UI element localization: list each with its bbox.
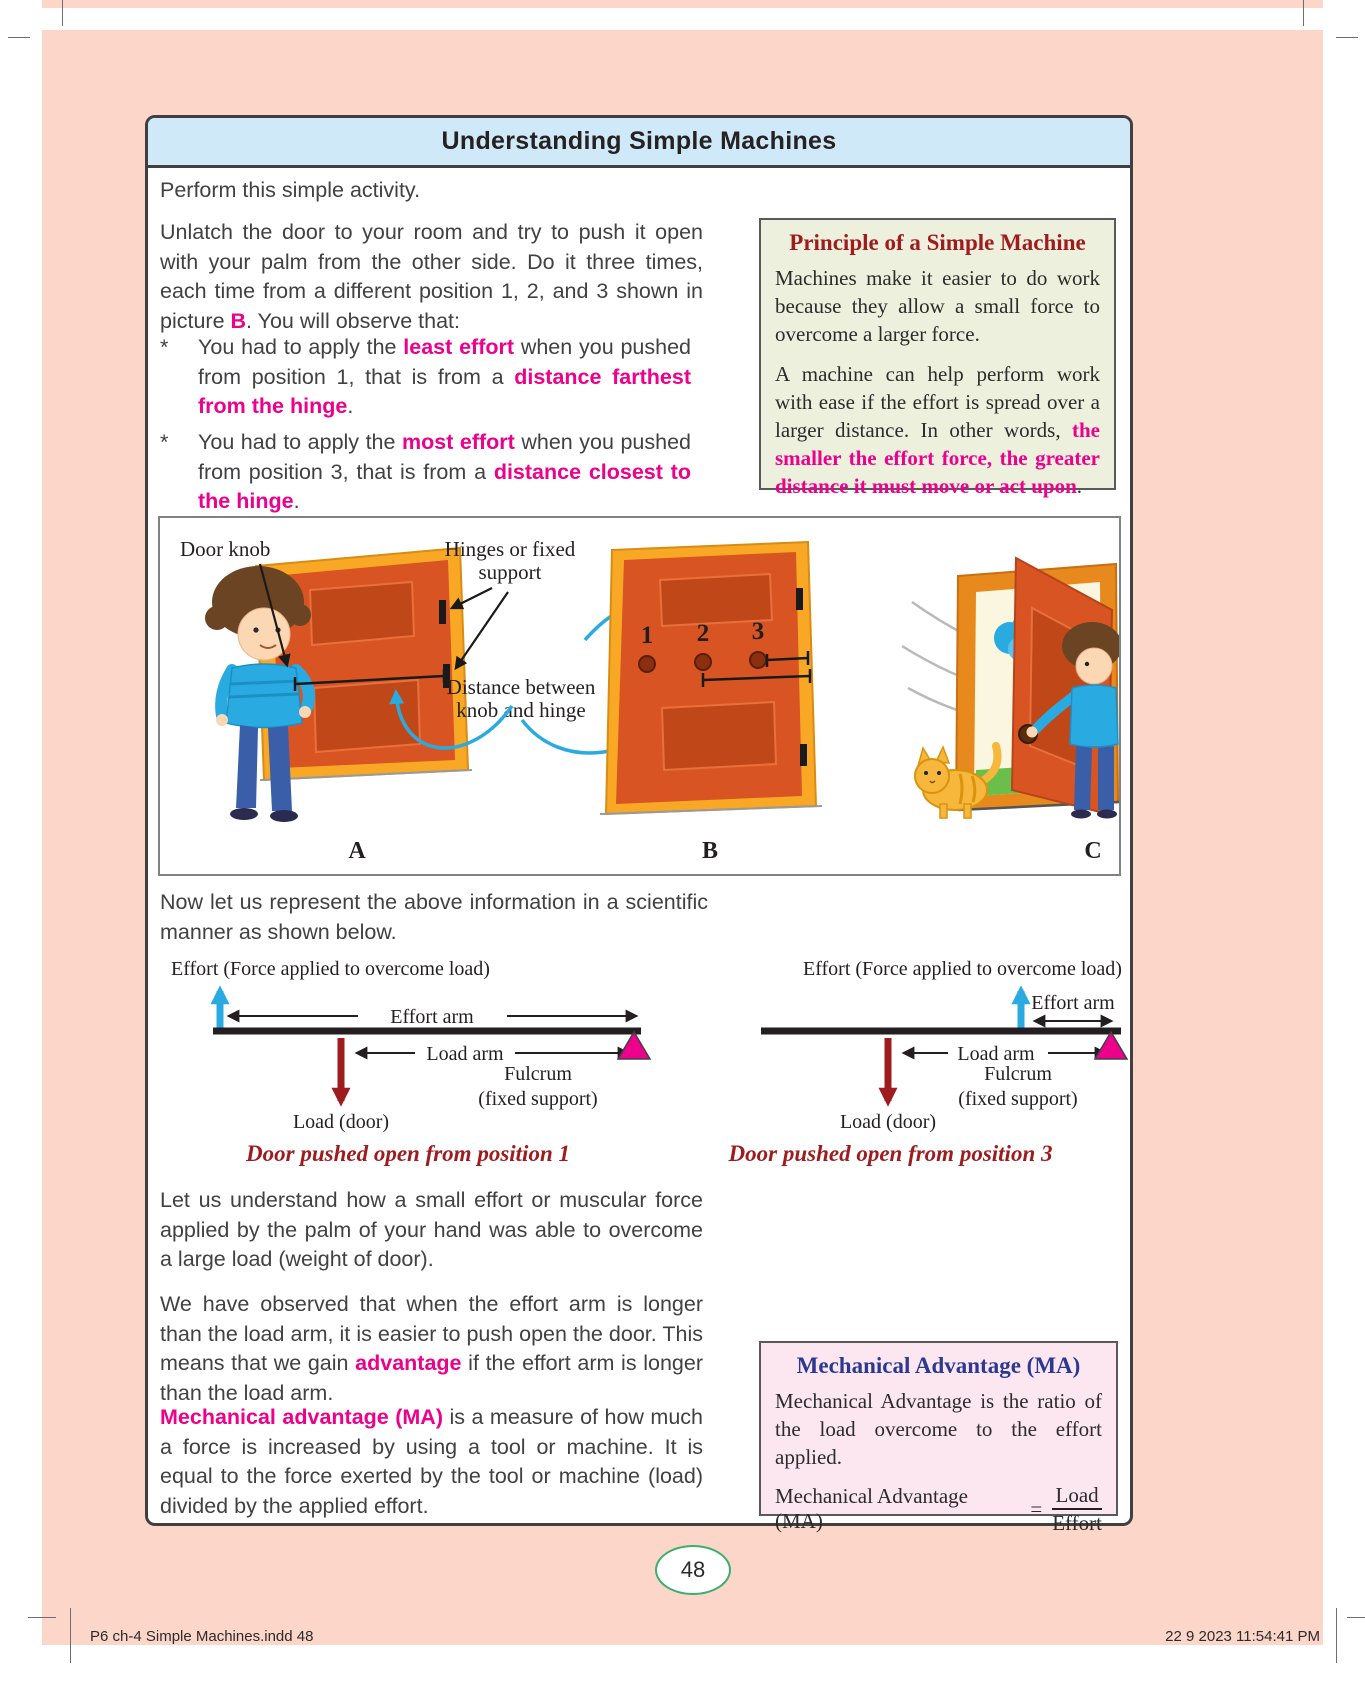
- fulcrum-triangle: [618, 1032, 650, 1059]
- load-label: Load (door): [839, 1111, 937, 1133]
- effort-label: Effort (Force applied to overcome load): [803, 958, 1122, 980]
- fraction-denominator: Effort: [1052, 1511, 1102, 1536]
- position-1-label: 1: [640, 622, 654, 649]
- door-illustration-svg: [160, 518, 1119, 874]
- crop-mark: [1347, 1617, 1365, 1618]
- panel-label-b: B: [701, 838, 719, 864]
- p2-segment: Unlatch the door to your room and try to push it open with your palm from the other side. Do it three times, each time from a different position 1, 2, and 3 shown in picture: [160, 220, 703, 333]
- principle-box-title: Principle of a Simple Machine: [789, 230, 1086, 255]
- principle-box: [759, 218, 1116, 498]
- p4-segment: We have observed that when the effort arm is longer than the load arm, it is easier to push open the door. This means that we gain: [160, 1292, 703, 1375]
- crop-mark: [1303, 0, 1304, 26]
- position-3-label: 3: [751, 618, 765, 645]
- diagram2-caption: Door pushed open from position 3: [728, 1141, 1053, 1166]
- door-knob-label: Door knob: [180, 537, 271, 561]
- position-2-label: 2: [696, 620, 710, 647]
- bullet-marker: *: [160, 335, 169, 359]
- crop-mark: [1336, 37, 1358, 38]
- fulcrum-triangle: [1095, 1032, 1127, 1059]
- door-illustration: [158, 516, 1121, 876]
- page-number: 48: [680, 1557, 706, 1582]
- crop-mark: [8, 37, 30, 38]
- fulcrum-label-line2: (fixed support): [478, 1088, 598, 1110]
- crop-mark: [1336, 1608, 1337, 1663]
- principle-paragraph-2: [775, 360, 1100, 500]
- hinges-label-line1: Hinges or fixed: [444, 537, 576, 561]
- b1-segment: You had to apply the: [198, 335, 404, 359]
- crop-mark: [62, 0, 63, 26]
- fulcrum-label-line1: Fulcrum: [504, 1063, 572, 1085]
- page-bleed-strip: [42, 0, 1323, 8]
- bullet-text: [198, 428, 691, 517]
- crop-mark: [70, 1608, 71, 1663]
- boy-figure-a: [205, 566, 311, 822]
- load-effort-fraction: [1052, 1483, 1102, 1535]
- intro-paragraph-1: Perform this simple activity.: [160, 178, 421, 202]
- b1-highlight: distance farthest from the hinge: [198, 364, 691, 418]
- panel-label-a: A: [348, 838, 366, 864]
- p5-highlight: Mechanical advantage (MA): [160, 1405, 443, 1429]
- body-paragraph-3: Let us understand how a small effort or muscular force applied by the palm of your hand was able to overcome a large load (weight of door).: [160, 1188, 703, 1271]
- p2-segment: . You will observe that:: [246, 308, 460, 333]
- effort-arm-label: Effort arm: [1031, 992, 1115, 1014]
- lever-diagram-position3: [653, 943, 1143, 1143]
- body-paragraph-4: [160, 1290, 703, 1408]
- principle-paragraph-1: Machines make it easier to do work because they allow a small force to overcome a larger force.: [775, 266, 1100, 346]
- hinges-label-line2: support: [478, 560, 542, 584]
- bullet-item-1: [160, 333, 691, 422]
- b2-segment: You had to apply the: [198, 430, 402, 454]
- formula-lhs: Mechanical Advantage (MA): [775, 1484, 968, 1534]
- footer-filename: P6 ch-4 Simple Machines.indd 48: [90, 1628, 314, 1645]
- fulcrum-label-line1: Fulcrum: [984, 1063, 1052, 1085]
- bullet-marker: *: [160, 430, 169, 454]
- lever-diagram-position1: [163, 943, 653, 1143]
- b2-segment: .: [293, 489, 300, 513]
- equals-sign: =: [1030, 1496, 1043, 1521]
- panel-label-c: C: [1084, 838, 1102, 864]
- bullet-text: [198, 333, 691, 422]
- b1-highlight: least effort: [403, 335, 515, 359]
- load-arm-label: Load arm: [957, 1043, 1035, 1065]
- fulcrum-label-line2: (fixed support): [958, 1088, 1078, 1110]
- mechanical-advantage-box: [759, 1341, 1118, 1536]
- principle-highlight: the smaller the effort force, the greater distance it must move or act upon: [775, 418, 1100, 498]
- distance-label-line1: Distance between: [446, 675, 596, 699]
- distance-label-line2: knob and hinge: [456, 698, 586, 722]
- b2-segment: when you pushed from position 3, that is from a: [198, 430, 691, 484]
- b2-highlight: most effort: [401, 430, 515, 454]
- load-arm-label: Load arm: [426, 1043, 504, 1065]
- b1-segment: when you pushed from position 1, that is from a: [198, 335, 691, 389]
- principle-segment: .: [1076, 474, 1083, 498]
- section-header: [148, 118, 1130, 168]
- footer-timestamp: 22 9 2023 11:54:41 PM: [1165, 1628, 1320, 1645]
- bullet-item-2: [160, 428, 691, 517]
- ma-box-title: Mechanical Advantage (MA): [796, 1353, 1081, 1378]
- page-title: Understanding Simple Machines: [441, 127, 837, 155]
- fraction-numerator: Load: [1052, 1483, 1102, 1510]
- p2-highlight-b: B: [230, 308, 247, 333]
- ma-paragraph: Mechanical Advantage is the ratio of the load overcome to the effort applied.: [775, 1389, 1102, 1469]
- ma-formula: [775, 1483, 1102, 1535]
- body-paragraph-5: [160, 1403, 703, 1521]
- principle-segment: A machine can help perform work with ease if the effort is spread over a larger distance. In other words,: [775, 362, 1100, 442]
- p5-segment: is a measure of how much a force is increased by using a tool or machine. It is equal to the force exerted by the tool or machine (load) divided by the applied effort.: [160, 1405, 703, 1518]
- p4-segment: if the effort arm is longer than the load arm.: [160, 1351, 704, 1405]
- effort-arm-label: Effort arm: [390, 1006, 474, 1028]
- p4-highlight: advantage: [355, 1351, 462, 1375]
- b2-highlight: distance closest to the hinge: [198, 459, 691, 513]
- diagram1-caption: Door pushed open from position 1: [246, 1141, 570, 1166]
- page-number-badge: [655, 1545, 731, 1595]
- intro-paragraph-2: [160, 218, 703, 336]
- crop-mark: [28, 1617, 56, 1618]
- effort-label: Effort (Force applied to overcome load): [171, 958, 490, 980]
- transition-paragraph: Now let us represent the above information in a scientific manner as shown below.: [160, 890, 708, 944]
- load-label: Load (door): [292, 1111, 390, 1133]
- content-box: [145, 115, 1133, 1536]
- b1-segment: .: [347, 394, 354, 418]
